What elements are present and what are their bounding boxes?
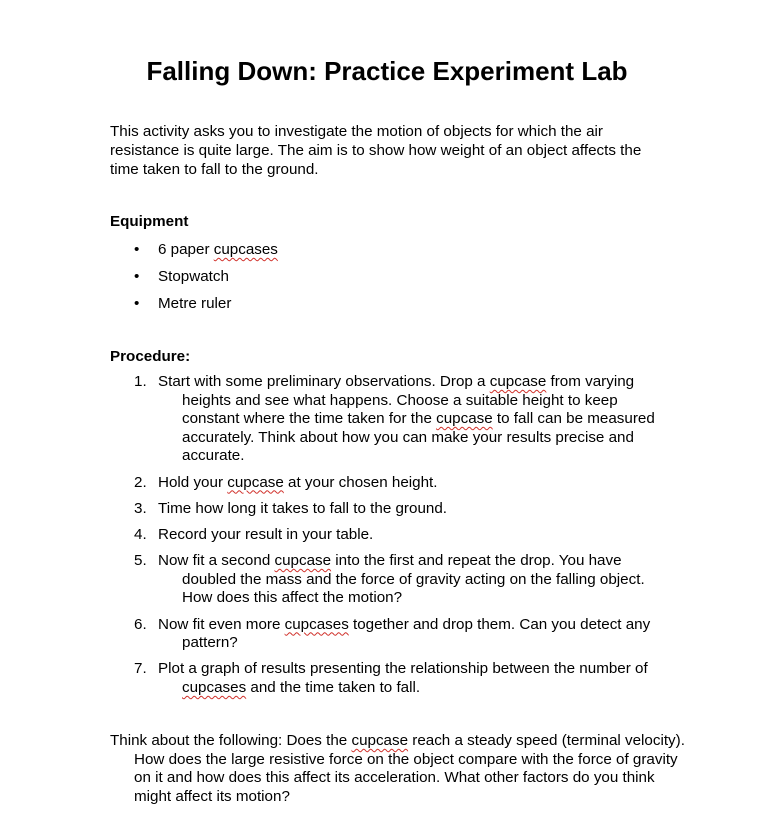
spellcheck-word: cupcases: [284, 615, 349, 633]
step-number: 3.: [134, 499, 147, 517]
procedure-step: [134, 616, 674, 653]
step-number: 2.: [134, 473, 147, 491]
closing-paragraph: [110, 732, 694, 806]
spellcheck-word: cupcase: [489, 373, 547, 390]
bullet-icon: •: [134, 268, 140, 285]
step-text-run: Now fit even more: [158, 615, 285, 633]
equipment-item-text: 6 paper: [158, 241, 214, 258]
procedure-step: [134, 500, 674, 519]
step-text-run: into the first and repeat the drop. You have doubled the mass and the force of gravity acting on the falling object. How does this affect the motion?: [182, 552, 645, 607]
page-title: Falling Down: Practice Experiment Lab: [146, 56, 628, 86]
spellcheck-word: cupcases: [213, 241, 278, 258]
step-text-run: together and drop them. Can you detect any pattern?: [182, 615, 651, 652]
spellcheck-word: cupcase: [351, 732, 409, 749]
equipment-item-text: Metre ruler: [158, 295, 232, 312]
step-text-run: Start with some preliminary observations. Drop a: [158, 373, 490, 390]
equipment-item: [134, 267, 278, 294]
step-text-run: from varying heights and see what happens. Choose a suitable height to keep constant where the time taken for the: [182, 373, 635, 428]
step-text: [158, 552, 674, 608]
procedure-list: [134, 373, 674, 705]
step-text: [158, 660, 674, 697]
procedure-heading: Procedure:: [110, 348, 191, 365]
closing-text-run: Think about the following: Does the: [110, 732, 352, 749]
step-text: [158, 373, 674, 466]
bullet-icon: •: [134, 241, 140, 258]
procedure-step: [134, 474, 674, 493]
step-text-run: Hold your: [158, 473, 228, 491]
step-text-run: to fall can be measured accurately. Think about how you can make your results precise and accurate.: [182, 410, 655, 465]
step-text: [158, 474, 674, 493]
closing-text-run: reach a steady speed (terminal velocity). How does the large resistive force on the object compare with the force of gravity on it and how does this affect its acceleration. What other factors do you think might affect its motion?: [134, 732, 685, 805]
step-number: 4.: [134, 525, 147, 543]
equipment-item: [134, 294, 278, 321]
spellcheck-word: cupcase: [274, 552, 332, 570]
step-text-run: and the time taken to fall.: [246, 678, 421, 696]
step-text: [158, 500, 674, 519]
step-text-run: Plot a graph of results presenting the relationship between the number of: [158, 660, 648, 678]
spellcheck-word: cupcases: [182, 678, 247, 696]
step-text: [158, 616, 674, 653]
step-text-run: at your chosen height.: [283, 473, 438, 491]
step-text-run: Time how long it takes to fall to the ground.: [158, 499, 447, 517]
step-number: 6.: [134, 615, 147, 633]
spellcheck-word: cupcase: [436, 410, 493, 428]
procedure-step: [134, 373, 674, 466]
bullet-icon: •: [134, 295, 140, 312]
step-number: 7.: [134, 660, 147, 678]
equipment-item-text: Stopwatch: [158, 268, 229, 285]
procedure-step: [134, 660, 674, 697]
procedure-step: [134, 552, 674, 608]
step-number: 1.: [134, 373, 147, 390]
step-text-run: Record your result in your table.: [158, 525, 374, 543]
equipment-heading: Equipment: [110, 213, 189, 230]
step-text: [158, 526, 674, 545]
step-number: 5.: [134, 552, 147, 570]
step-text-run: Now fit a second: [158, 552, 275, 570]
procedure-step: [134, 526, 674, 545]
intro-paragraph: This activity asks you to investigate the motion of objects for which the air resistance is quite large. The aim is to show how weight of an object affects the time taken to fall to the ground.: [110, 123, 642, 178]
equipment-item: [134, 240, 278, 267]
spellcheck-word: cupcase: [227, 473, 284, 491]
equipment-list: [134, 240, 278, 321]
